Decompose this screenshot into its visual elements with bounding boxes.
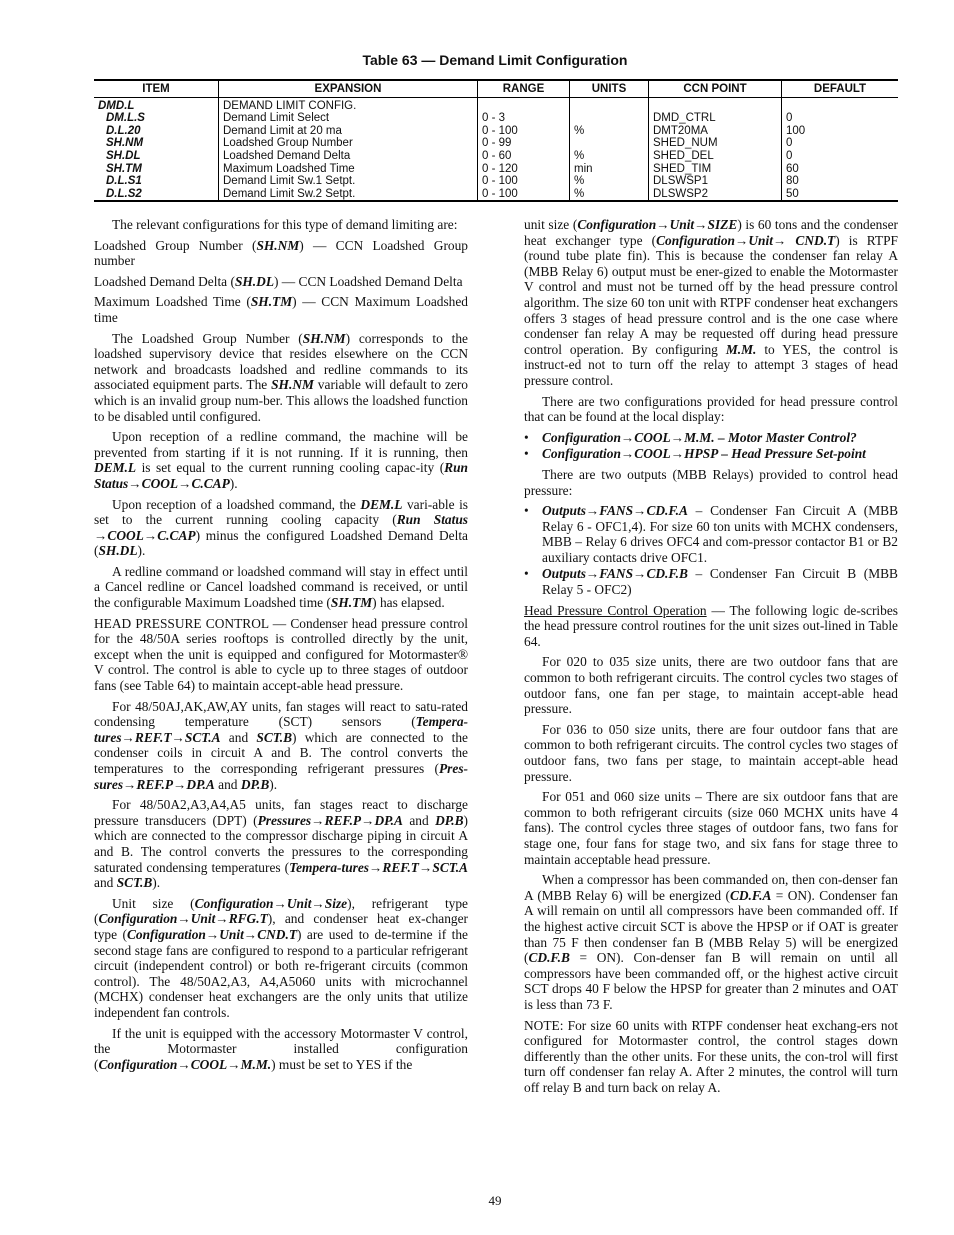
paragraph: For 48/50A2,A3,A4,A5 units, fan stages react to discharge pressure transducers (DPT) (Pressures→REF.P→DP.A and DP.B) which are connected to the compressor discharge piping in circuit A and B. The control converts the pressures to the corresponding saturated condensing temperatures (Tempera-tures→REF.T→SCT.A and SCT.B). — [94, 797, 468, 891]
list-item: • Outputs→FANS→CD.F.A – Condenser Fan Circuit A (MBB Relay 6 - OFC1,4). For size 60 ton units with MCHX condensers, MBB – Relay 6 drives OFC4 and com-pressor contactor B1 or B2 auxiliary contacts drive OFC1. — [524, 503, 898, 565]
table-row — [94, 137, 898, 150]
table-cell-default — [782, 97, 899, 112]
table-cell-ccn: DLSWSP1 — [649, 175, 782, 188]
table-cell-ccn: DMT20MA — [649, 125, 782, 138]
table-cell-units: % — [570, 188, 649, 202]
table-cell-units — [570, 97, 649, 112]
bullet-icon: • — [524, 503, 529, 519]
paragraph: For 036 to 050 size units, there are four outdoor fans that are common to both refrigerant circuits. The control cycles two stages of outdoor fans, two fans per stage, to maintain accept-able head pressure. — [524, 721, 898, 784]
table-cell-default: 100 — [782, 125, 899, 138]
note-paragraph: NOTE: For size 60 units with RTPF condenser heat exchang-ers not configured for Motormaster control, the control stages down differently than the other units. For these units, the con-trol will first turn off condenser fan relay A. After 2 minutes, the control will turn off relay B and turn back on relay A. — [524, 1017, 898, 1095]
table-cell-default: 80 — [782, 175, 899, 188]
column-header-units: UNITS — [570, 80, 649, 97]
paragraph: The relevant configurations for this type of demand limiting are: — [112, 217, 458, 232]
paragraph: Unit size (Configuration→Unit→Size), refrigerant type (Configuration→Unit→RFG.T), and condenser heat ex-changer type (Configuration→Unit→CND.T) are used to de-termine if the second stage fans are configured to respond to a particular refrigerant circuit (independent control) or both re-frigerant circuits (common control). The 48/50A2,A3, A4,A5060 units with microchannel (MCHX) condenser heat exchangers are the only units that utilize independent fan controls. — [94, 895, 468, 1020]
column-header-range: RANGE — [478, 80, 570, 97]
table-row — [94, 97, 898, 112]
table-cell-default: 60 — [782, 163, 899, 176]
column-header-default: DEFAULT — [782, 80, 899, 97]
config-item: Loadshed Demand Delta (SH.DL) — CCN Loadshed Demand Delta — [94, 273, 463, 289]
left-column — [94, 217, 468, 1077]
table-row — [94, 150, 898, 163]
list-item: • Configuration→COOL→M.M. – Motor Master Control? — [524, 429, 857, 445]
paragraph: When a compressor has been commanded on, then con-denser fan A (MBB Relay 6) will be energized (CD.F.A = ON). Condenser fan A will remain on until all compressors have been commanded off. If the highest active circuit SCT is above the HPSP or if OAT is greater than 75 F then condenser fan B (MBB Relay 5) will be energized (CD.F.B = ON). Con-denser fan B will remain on until all compressors have been commanded off, or the highest active circuit SCT drops 40 F below the HPSP for greater than 2 minutes and OAT is less than 73 F. — [524, 872, 898, 1012]
bullet-icon: • — [524, 429, 529, 445]
table-cell-range: 0 - 100 — [478, 175, 570, 188]
list-item: • Configuration→COOL→HPSP – Head Pressure Set-point — [524, 446, 866, 462]
paragraph: Upon reception of a redline command, the machine will be prevented from starting if it is not running. If it is running, then DEM.L is set equal to the current running cooling capac-ity (Run Status→COOL→C.CAP). — [94, 429, 468, 491]
paragraph: Upon reception of a loadshed command, the DEM.L vari-able is set to the current running cooling capacity (Run Status →COOL→C.CAP) minus the configured Loadshed Demand Delta (SH.DL). — [94, 496, 469, 559]
paragraph: A redline command or loadshed command will stay in effect until a Cancel redline or Cancel loadshed command is received, or until the configurable Maximum Loadshed time (SH.TM) has elapsed. — [94, 563, 468, 611]
column-header-ccn-point: CCN POINT — [649, 80, 782, 97]
list-item: • Outputs→FANS→CD.F.B – Condenser Fan Circuit B (MBB Relay 5 - OFC2) — [524, 566, 898, 598]
paragraph: unit size (Configuration→Unit→SIZE) is 60 tons and the condenser heat exchanger type (Configuration→Unit→ CND.T) is RTPF (round tube plate fin). This is because the condenser fan relay A (MBB Relay 6) output must be ener-gized to enable the Motormaster V control and must not be turned off by the head pressure control algorithm. The size 60 ton unit with RTPF condenser heat exchangers offers 3 stages of head pressure control and is the one case where condenser fan relay A may be requested off during head pressure control operation. By configuring M.M. to YES, the control is instruct-ed not to turn off the relay to attempt 3 stages of head pressure control. — [524, 217, 899, 388]
table-cell-item: SH.DL — [106, 149, 141, 162]
table-cell-expansion: Demand Limit Select — [219, 112, 478, 125]
table-cell-range: 0 - 3 — [478, 112, 570, 125]
subsection-heading: Head Pressure Control Operation — [524, 602, 707, 618]
table-row — [94, 112, 898, 125]
table-cell-range: 0 - 120 — [478, 163, 570, 176]
paragraph: For 48/50AJ,AK,AW,AY units, fan stages will react to satu-rated condensing temperature (SCT) sensors (Tempera-tures→REF.T→SCT.A and SCT.B) which are connected to the condenser coils in circuit A and B. The control converts the temperatures to the corresponding refrigerant pressures (Pres-sures→REF.P→DP.A and DP.B). — [94, 698, 468, 792]
table-cell-default: 0 — [782, 150, 899, 163]
table-cell-units: % — [570, 125, 649, 138]
outputs-list — [524, 503, 898, 598]
table-cell-expansion: Demand Limit Sw.2 Setpt. — [219, 188, 478, 202]
config-list — [524, 430, 898, 462]
right-column — [524, 217, 898, 1100]
table-cell-range — [478, 97, 570, 112]
table-cell-expansion: Demand Limit at 20 ma — [219, 125, 478, 138]
table-cell-units: % — [570, 175, 649, 188]
paragraph: If the unit is equipped with the accessory Motormaster V control, the Motormaster installed configuration (Configuration→COOL→M.M.) must be set to YES if the — [94, 1025, 468, 1072]
table-cell-default: 0 — [782, 137, 899, 150]
table-header-row — [94, 80, 898, 97]
table-cell-expansion: Loadshed Group Number — [219, 137, 478, 150]
table-cell-ccn: SHED_DEL — [649, 150, 782, 163]
bullet-icon: • — [524, 566, 529, 582]
section-heading-paragraph: HEAD PRESSURE CONTROL — Condenser head pressure control for the 48/50A series rooftops is controlled directly by the unit, except when the unit is equipped and configured for Motormaster® V control. The control is able to cycle up to three stages of outdoor fans (see Table 64) to maintain accept-able head pressure. — [94, 615, 468, 694]
column-header-expansion: EXPANSION — [219, 80, 478, 97]
paragraph: For 051 and 060 size units – There are six outdoor fans that are common to both refrigerant circuits (size 060 MCHX units have 4 fans). The control cycles three stages of outdoor fans, two fans for stage one, four fans for stage two, and six fans for stage three to maintain acceptable head pressure. — [524, 789, 898, 867]
table-cell-ccn: DLSWSP2 — [649, 188, 782, 202]
table-row — [94, 175, 898, 188]
table-cell-range: 0 - 99 — [478, 137, 570, 150]
table-cell-units — [570, 137, 649, 150]
table-cell-item: SH.NM — [106, 137, 144, 150]
table-cell-range: 0 - 100 — [478, 125, 570, 138]
table-cell-range: 0 - 60 — [478, 150, 570, 163]
table-cell-expansion: Loadshed Demand Delta — [219, 150, 478, 163]
table-cell-default: 0 — [782, 112, 899, 125]
paragraph: The Loadshed Group Number (SH.NM) corresponds to the loadshed supervisory device that resides elsewhere on the CCN network and broadcasts loadshed and redline commands to its associated equipment parts. The SH.NM variable will default to zero which is an invalid group num-ber. This allows the loadshed function to be disabled until configured. — [94, 330, 468, 424]
table-cell-units: % — [570, 150, 649, 163]
table-cell-item: D.L.S2 — [94, 188, 219, 202]
page-number: 49 — [488, 1193, 502, 1208]
paragraph: For 020 to 035 size units, there are two outdoor fans that are common to both refrigerant circuits. The control cycles two stages of outdoor fans, one fan per stage, to maintain accept-able head pressure. — [524, 654, 898, 717]
table-cell-units: min — [570, 163, 649, 176]
bullet-icon: • — [524, 446, 529, 462]
table-cell-range: 0 - 100 — [478, 188, 570, 202]
table-cell-expansion: Demand Limit Sw.1 Setpt. — [219, 175, 478, 188]
column-header-item: ITEM — [94, 80, 219, 97]
table-cell-ccn — [649, 97, 782, 112]
demand-limit-config-table — [94, 79, 898, 202]
table-cell-expansion: DEMAND LIMIT CONFIG. — [219, 97, 478, 112]
table-cell-item: D.L.20 — [106, 124, 141, 137]
paragraph: There are two outputs (MBB Relays) provided to control head pressure: — [524, 466, 898, 498]
table-cell-ccn: SHED_NUM — [649, 137, 782, 150]
table-cell-ccn: DMD_CTRL — [649, 112, 782, 125]
table-title: Table 63 — Demand Limit Configuration — [362, 52, 628, 68]
table-row — [94, 125, 898, 138]
config-item: Maximum Loadshed Time (SH.TM) — CCN Maximum Loadshed time — [94, 294, 469, 325]
table-cell-item: D.L.S1 — [106, 175, 142, 188]
table-cell-item: SH.TM — [106, 162, 142, 175]
paragraph: Head Pressure Control Operation — The following logic de-scribes the head pressure control routines for the unit sizes out-lined in Table 64. — [524, 602, 898, 649]
table-cell-default: 50 — [782, 188, 899, 202]
table-cell-item: DM.L.S — [106, 112, 145, 125]
table-cell-item: DMD.L — [98, 99, 135, 112]
table-row — [94, 188, 898, 202]
config-item: Loadshed Group Number (SH.NM) — CCN Loadshed Group number — [94, 237, 468, 269]
table-cell-units — [570, 112, 649, 125]
table-row — [94, 163, 898, 176]
paragraph: There are two configurations provided for head pressure control that can be found at the local display: — [524, 393, 898, 425]
table-cell-ccn: SHED_TIM — [649, 163, 782, 176]
table-cell-expansion: Maximum Loadshed Time — [219, 163, 478, 176]
